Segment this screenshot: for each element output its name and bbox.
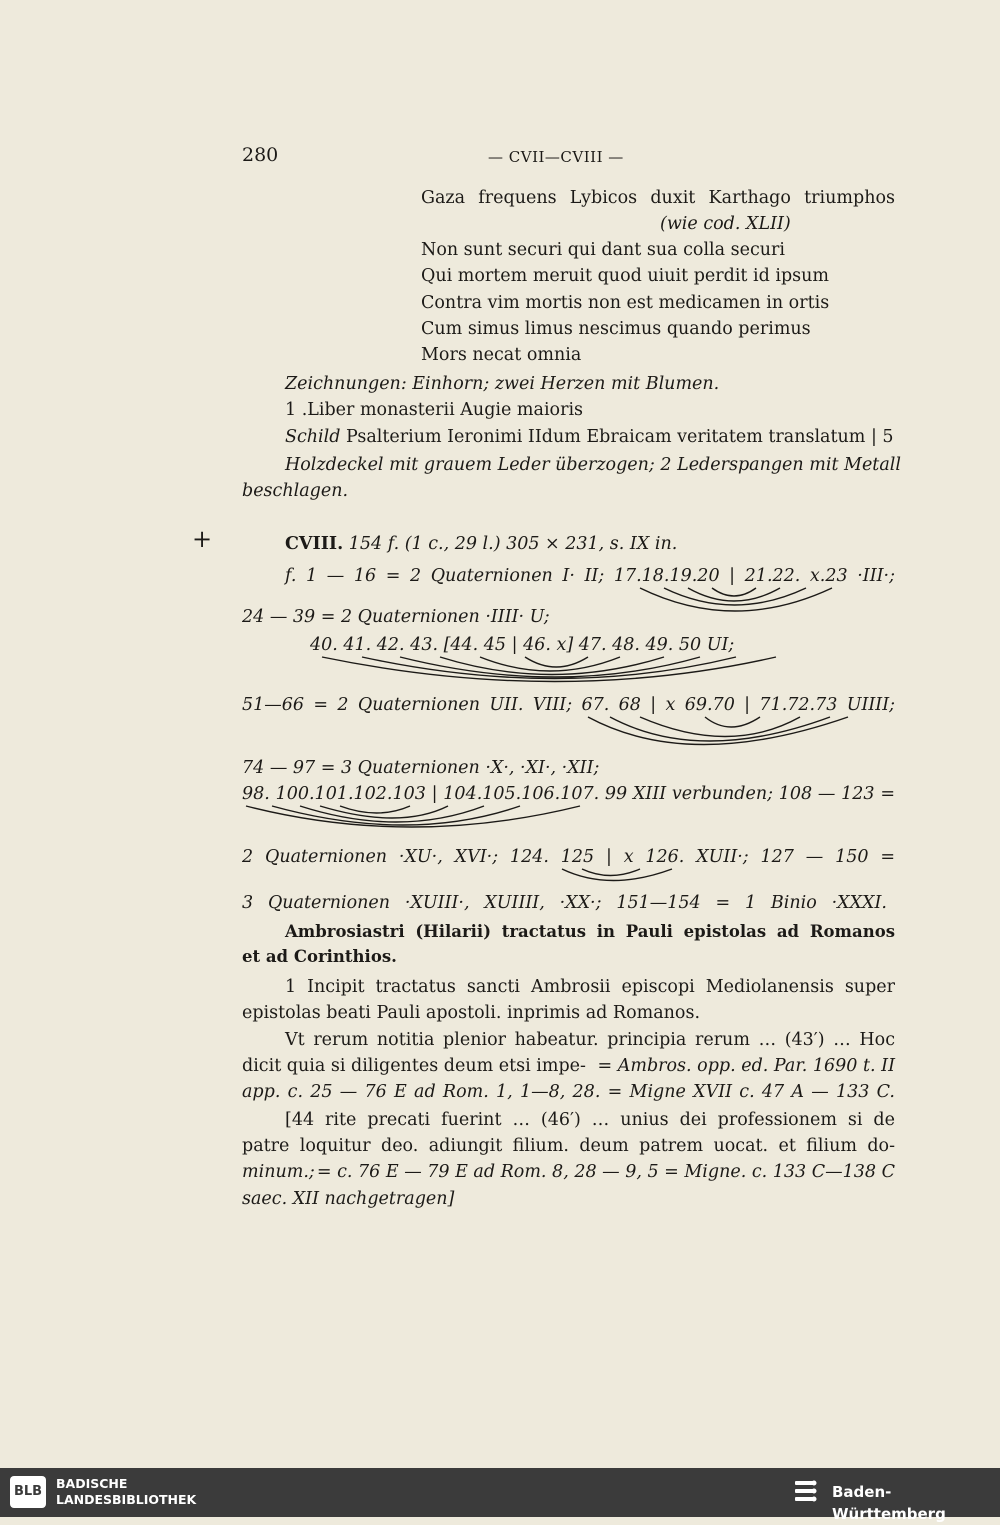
quire-line: 40. 41. 42. 43. [44. 45 | 46. x] 47. 48. 49. 50 UI; — [310, 635, 735, 655]
cviii-title: CVIII. — [285, 534, 344, 554]
poem-line: Cum simus limus nescimus quando perimus — [421, 319, 811, 339]
quire-arc — [340, 806, 410, 813]
quire-arc — [300, 806, 484, 822]
text-fragment: dicit quia si diligentes deum etsi impe- — [242, 1056, 586, 1076]
poem-line: Mors necat omnia — [421, 345, 582, 365]
quire-line: 24 — 39 = 2 Quaternionen ·IIII· U; — [242, 607, 550, 627]
text-line — [242, 1055, 895, 1077]
edition-reference: = Ambros. opp. ed. Par. 1690 t. II — [597, 1056, 895, 1076]
quire-line: 3 Quaternionen ·XUIII·, XUIIII, ·XX·; 151—154 = 1 Binio ·XXXI. — [242, 893, 887, 913]
quire-arc — [272, 806, 520, 825]
quire-arc — [712, 588, 756, 596]
library-name-line2: LANDESBIBLIOTHEK — [56, 1492, 197, 1507]
quire-line: 98. 100.101.102.103 | 104.105.106.107. 99 XIII verbunden; 108 — 123 = — [242, 784, 895, 804]
poem-line: Gaza frequens Lybicos duxit Karthago triumphos — [421, 188, 895, 208]
library-name[interactable] — [56, 1476, 196, 1508]
addition-note: saec. XII nachgetragen] — [242, 1189, 455, 1209]
binding-note-end: beschlagen. — [242, 481, 349, 501]
poem-line: Qui mortem meruit quod uiuit perdit id ipsum — [421, 266, 830, 286]
quire-arc — [480, 657, 620, 671]
quire-arc — [246, 806, 580, 827]
three-lions-coat-of-arms-icon — [792, 1478, 820, 1506]
drawings-note: Zeichnungen: Einhorn; zwei Herzen mit Blumen. — [285, 374, 720, 394]
incipit-line: epistolas beati Pauli apostoli. inprimis ad Romanos. — [242, 1003, 701, 1023]
quire-arc — [525, 657, 588, 667]
quire-arc — [610, 717, 830, 741]
text-fragment: minum.; — [242, 1162, 315, 1182]
quire-arc — [400, 657, 700, 677]
shield-text: Psalterium Ieronimi IIdum Ebraicam veritatem translatum | 5 — [346, 427, 894, 447]
quire-arc — [705, 717, 760, 727]
library-name-line1: BADISCHE — [56, 1476, 128, 1491]
work-heading: Ambrosiastri (Hilarii) tractatus in Pauli epistolas ad Romanos — [285, 922, 895, 941]
shield-note — [285, 426, 895, 448]
incipit-line: 1 Incipit tractatus sancti Ambrosii episcopi Mediolanensis super — [285, 977, 895, 997]
margin-plus-mark: + — [192, 525, 213, 553]
binding-note: Holzdeckel mit grauem Leder überzogen; 2 Lederspangen mit Metall — [285, 455, 901, 475]
text-line: [44 rite precati fuerint … (46′) … unius dei professionem si de — [285, 1110, 895, 1130]
state-name[interactable]: Baden-Württemberg — [832, 1483, 946, 1523]
quire-arc — [640, 717, 800, 737]
quire-arc — [582, 869, 640, 876]
text-line: patre loquitur deo. adiungit filium. deum patrem uocat. et filium do- — [242, 1136, 895, 1156]
cviii-description: 154 f. (1 c., 29 l.) 305 ⨯ 231, s. IX in. — [348, 534, 678, 554]
poem-note: (wie cod. XLII) — [660, 214, 791, 234]
poem-line: Contra vim mortis non est medicamen in ortis — [421, 293, 830, 313]
quire-arc — [588, 717, 848, 745]
quire-line: 2 Quaternionen ·XU·, XVI·; 124. 125 | x 126. XUII·; 127 — 150 = — [242, 847, 895, 867]
ownership-note: 1 .Liber monasterii Augie maioris — [285, 400, 584, 420]
text-line — [242, 1161, 895, 1183]
text-line: Vt rerum notitia plenior habeatur. principia rerum … (43′) … Hoc — [285, 1030, 895, 1050]
poem-line: Non sunt securi qui dant sua colla securi — [421, 240, 786, 260]
quire-arc — [640, 588, 832, 611]
edition-reference: = c. 76 E — 79 E ad Rom. 8, 28 — 9, 5 = Migne. c. 133 C—138 C — [316, 1162, 895, 1182]
library-footer — [0, 1468, 1000, 1523]
quire-arc — [440, 657, 664, 675]
quire-arc — [362, 657, 736, 679]
work-heading-end: et ad Corinthios. — [242, 947, 397, 966]
quire-line: 74 — 97 = 3 Quaternionen ·X·, ·XI·, ·XII; — [242, 758, 600, 778]
edition-reference: app. c. 25 — 76 E ad Rom. 1, 1—8, 28. = Migne XVII c. 47 A — 133 C. — [242, 1082, 895, 1102]
quire-arc — [322, 657, 776, 682]
quire-line: 51—66 = 2 Quaternionen UII. VIII; 67. 68 | x 69.70 | 71.72.73 UIIII; — [242, 695, 895, 715]
cviii-header — [285, 533, 677, 555]
quire-arc — [688, 588, 780, 601]
running-title: — CVII—CVIII — — [488, 148, 624, 166]
shield-label: Schild — [285, 427, 341, 447]
quire-arc — [664, 588, 806, 605]
quire-arc — [562, 869, 672, 881]
quire-line: f. 1 — 16 = 2 Quaternionen I· II; 17.18.19.20 | 21.22. x.23 ·III·; — [285, 566, 895, 586]
page-number: 280 — [242, 144, 279, 166]
quire-arc — [320, 806, 448, 818]
blb-logo[interactable]: BLB — [10, 1476, 46, 1508]
